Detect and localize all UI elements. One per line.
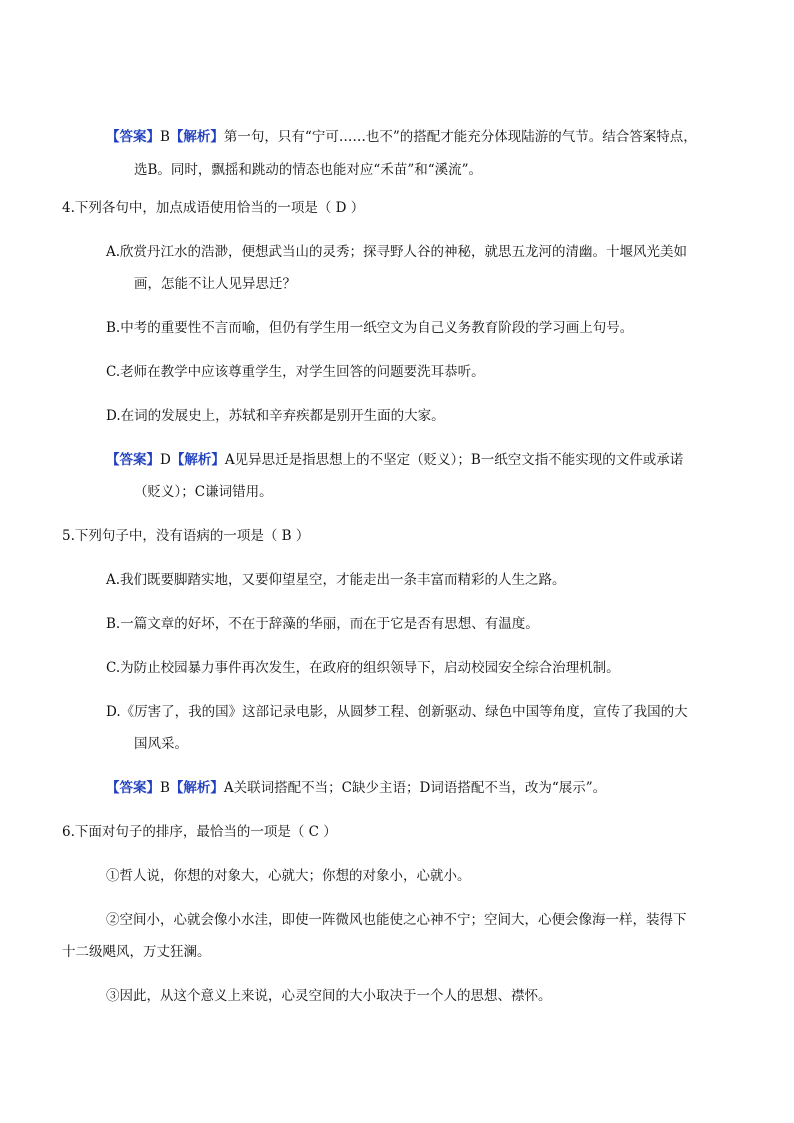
q5-option-c: C.为防止校园暴力事件再次发生，在政府的组织领导下，启动校园安全综合治理机制。 bbox=[106, 660, 620, 676]
q6-stem: 6.下面对句子的排序，最恰当的一项是（ C ） bbox=[62, 824, 337, 840]
q6-sentence-2-line-2: 十二级飓风，万丈狂澜。 bbox=[62, 944, 211, 960]
q4-answer-line-1 bbox=[106, 450, 683, 470]
q4-option-c: C.老师在教学中应该尊重学生，对学生回答的问题要洗耳恭听。 bbox=[106, 364, 485, 380]
q5-option-a: A.我们既要脚踏实地，又要仰望星空，才能走出一条丰富而精彩的人生之路。 bbox=[106, 572, 566, 588]
answer-value: B bbox=[160, 780, 170, 796]
q3-answer-line-1 bbox=[106, 127, 697, 147]
q5-option-b: B.一篇文章的好坏，不在于辞藻的华丽，而在于它是否有思想、有温度。 bbox=[106, 616, 539, 632]
q5-option-d-line-2: 国风采。 bbox=[134, 736, 188, 752]
q3-answer-line-2: 选B。同时，飘摇和跳动的情态也能对应“禾苗”和“溪流”。 bbox=[134, 162, 483, 178]
q5-answer bbox=[106, 778, 606, 798]
q4-option-a-line-2: 画，怎能不让人见异思迁？ bbox=[134, 276, 296, 292]
analysis-tag: 【解析】 bbox=[170, 452, 225, 468]
q4-option-b: B.中考的重要性不言而喻，但仍有学生用一纸空文为自己义务教育阶段的学习画上句号。 bbox=[106, 320, 634, 336]
analysis-text: A关联词搭配不当；C缺少主语；D词语搭配不当，改为“展示”。 bbox=[223, 780, 607, 796]
answer-tag: 【答案】 bbox=[106, 780, 160, 796]
q6-sentence-3: ③因此，从这个意义上来说，心灵空间的大小取决于一个人的思想、襟怀。 bbox=[106, 988, 552, 1004]
q4-answer-line-2: （贬义）；C谦词错用。 bbox=[134, 484, 273, 500]
q6-sentence-1: ①哲人说，你想的对象大，心就大；你想的对象小，心就小。 bbox=[106, 868, 471, 884]
answer-value: D bbox=[160, 452, 171, 468]
answer-tag: 【答案】 bbox=[106, 129, 160, 145]
analysis-text: A见异思迁是指思想上的不坚定（贬义）；B一纸空文指不能实现的文件或承诺 bbox=[224, 452, 684, 468]
q6-sentence-2-line-1: ②空间小，心就会像小水洼，即使一阵微风也能使之心神不宁；空间大，心便会像海一样，装得下 bbox=[106, 912, 687, 928]
analysis-tag: 【解析】 bbox=[169, 129, 224, 145]
answer-tag: 【答案】 bbox=[106, 452, 160, 468]
q5-option-d-line-1: D.《厉害了，我的国》这部记录电影，从圆梦工程、创新驱动、绿色中国等角度，宣传了我国的大 bbox=[106, 704, 688, 720]
analysis-text: 第一句，只有“宁可……也不”的搭配才能充分体现陆游的气节。结合答案特点， bbox=[223, 129, 697, 145]
analysis-tag: 【解析】 bbox=[169, 780, 224, 796]
q4-option-a-line-1: A.欣赏丹江水的浩渺，便想武当山的灵秀；探寻野人谷的神秘，就思五龙河的清幽。十堰风光美如 bbox=[106, 244, 688, 260]
q4-stem: 4.下列各句中，加点成语使用恰当的一项是（ D ） bbox=[62, 200, 365, 216]
answer-value: B bbox=[160, 129, 170, 145]
q4-option-d: D.在词的发展史上，苏轼和辛弃疾都是别开生面的大家。 bbox=[106, 408, 445, 424]
q5-stem: 5.下列句子中，没有语病的一项是（ B ） bbox=[62, 528, 310, 544]
